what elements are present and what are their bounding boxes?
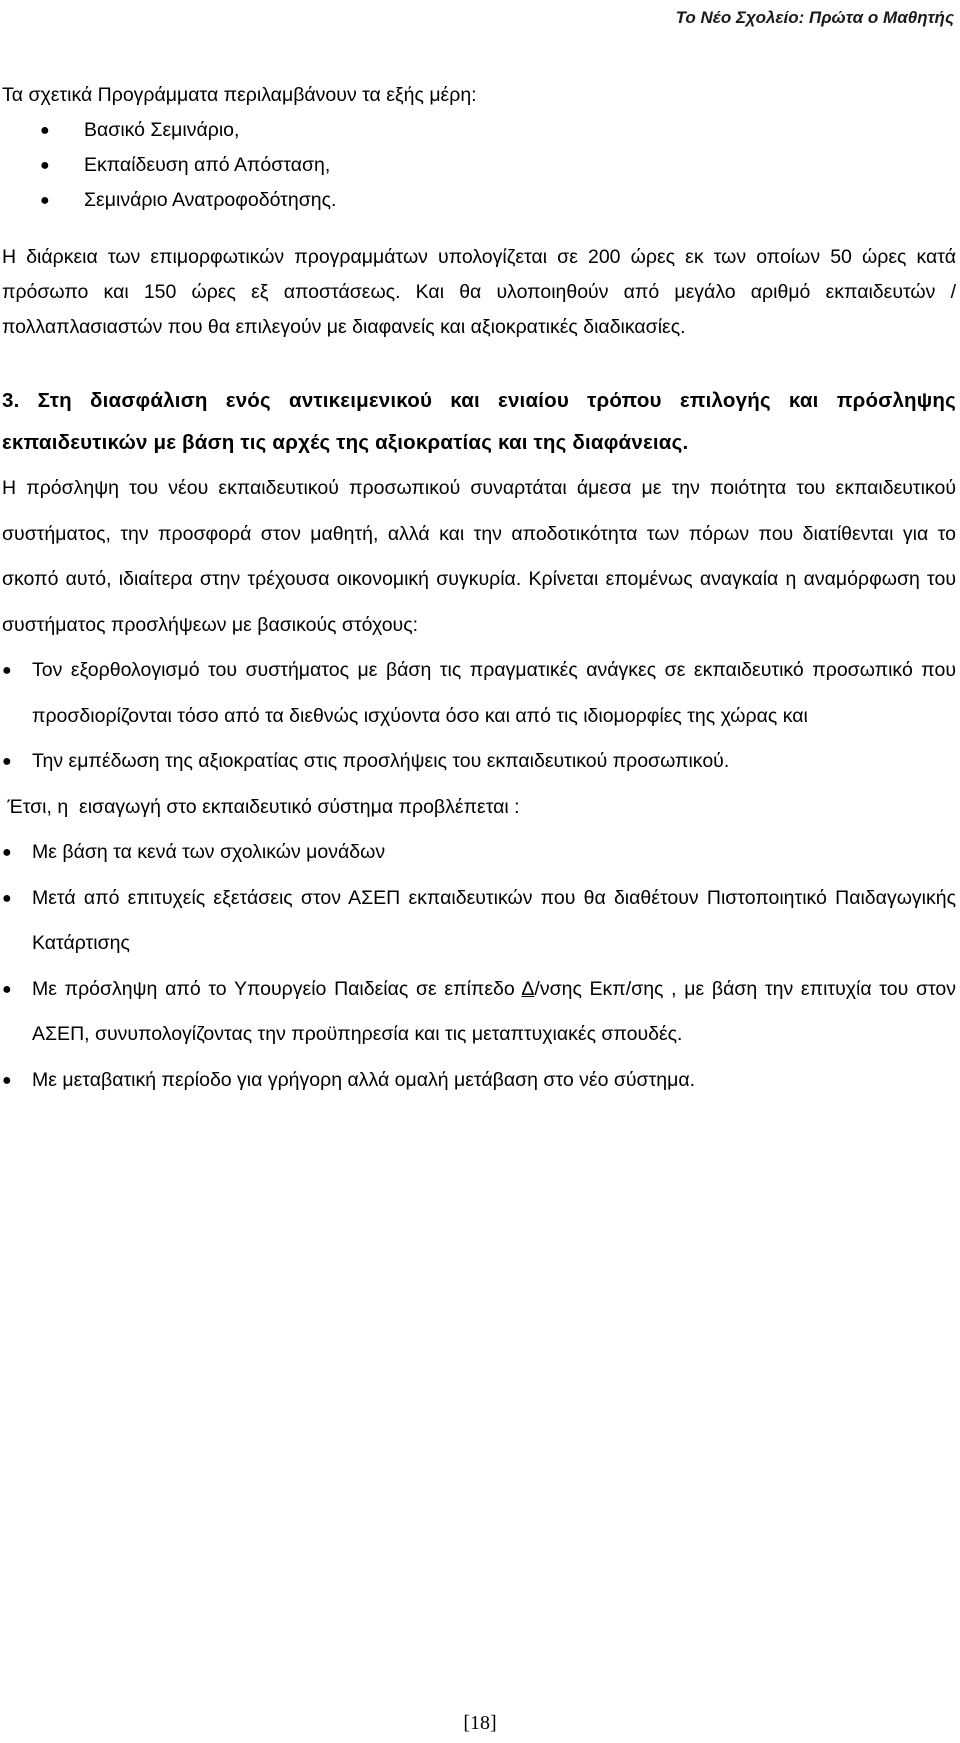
bullet-icon: ● <box>2 889 12 907</box>
list-item: ● Μετά από επιτυχείς εξετάσεις στον ΑΣΕΠ εκπαιδευτικών που θα διαθέτουν Πιστοποιητικό Παιδαγωγικής Κατάρτισης <box>2 876 956 967</box>
bullet-icon: ● <box>2 1071 12 1089</box>
section-heading: 3. Στη διασφάλιση ενός αντικειμενικού και ενιαίου τρόπου επιλογής και πρόσληψης εκπαιδευτικών με βάση τις αρχές της αξιοκρατίας και της διαφάνειας. <box>2 389 956 454</box>
duration-paragraph: Η διάρκεια των επιμορφωτικών προγραμμάτων υπολογίζεται σε 200 ώρες εκ των οποίων 50 ώρες κατά πρόσωπο και 150 ώρες εξ αποστάσεως. Και θα υλοποιηθούν από μεγάλο αριθμό εκπαιδευτών / πολλαπλασιαστών που θα επιλεγούν με διαφανείς και αξιοκρατικές διαδικασίες. <box>2 246 956 338</box>
underlined-letter: Δ <box>521 977 535 1000</box>
list-item: ● Τον εξορθολογισμό του συστήματος με βάση τις πραγματικές ανάγκες σε εκπαιδευτικό προσωπικό που προσδιορίζονται τόσο από τα διεθνώς ισχύοντα όσο και από τις ιδιομορφίες της χώρας και <box>2 648 956 739</box>
bullet-icon: ● <box>2 662 12 679</box>
admission-list <box>2 830 956 1103</box>
bullet-icon: ● <box>2 980 12 998</box>
section-paragraph: Η πρόσληψη του νέου εκπαιδευτικού προσωπικού συναρτάται άμεσα με την ποιότητα του εκπαιδευτικού συστήματος, την προσφορά στον μαθητή, αλλά και την αποδοτικότητα των πόρων που διατίθενται για το σκοπό αυτό, ιδιαίτερα στην τρέχουσα οικονομική συγκυρία. Κρίνεται επομένως αναγκαία η αναμόρφωση του συστήματος προσλήψεων με βασικούς στόχους: <box>2 477 956 636</box>
bullet-icon: ● <box>2 753 12 770</box>
bullet-icon: ● <box>40 192 50 209</box>
list-item: ● Με βάση τα κενά των σχολικών μονάδων <box>2 830 956 876</box>
bullet-icon: ● <box>2 844 12 861</box>
intro-text: Τα σχετικά Προγράμματα περιλαμβάνουν τα εξής μέρη: <box>2 84 477 106</box>
header-title: Το Νέο Σχολείο: Πρώτα ο Μαθητής <box>675 8 954 27</box>
list-item: ● Την εμπέδωση της αξιοκρατίας στις προσλήψεις του εκπαιδευτικού προσωπικού. <box>2 739 956 785</box>
admission-intro: Έτσι, η εισαγωγή στο εκπαιδευτικό σύστημα προβλέπεται : <box>2 795 520 818</box>
list-item: ● Εκπαίδευση από Απόσταση, <box>2 148 956 183</box>
document-body <box>2 78 956 1103</box>
list-item: ● Με μεταβατική περίοδο για γρήγορη αλλά ομαλή μετάβαση στο νέο σύστημα. <box>2 1058 956 1104</box>
bullet-icon: ● <box>40 157 50 174</box>
goals-list <box>2 648 956 785</box>
program-parts-list <box>2 113 956 218</box>
bullet-icon: ● <box>40 122 50 139</box>
page-number: [18] <box>463 1712 497 1734</box>
list-item: ● Με πρόσληψη από το Υπουργείο Παιδείας σε επίπεδο Δ/νσης Εκπ/σης , με βάση την επιτυχία του στον ΑΣΕΠ, συνυπολογίζοντας την προϋπηρεσία και τις μεταπτυχιακές σπουδές. <box>2 967 956 1058</box>
list-item: ● Σεμινάριο Ανατροφοδότησης. <box>2 183 956 218</box>
list-item: ● Βασικό Σεμινάριο, <box>2 113 956 148</box>
